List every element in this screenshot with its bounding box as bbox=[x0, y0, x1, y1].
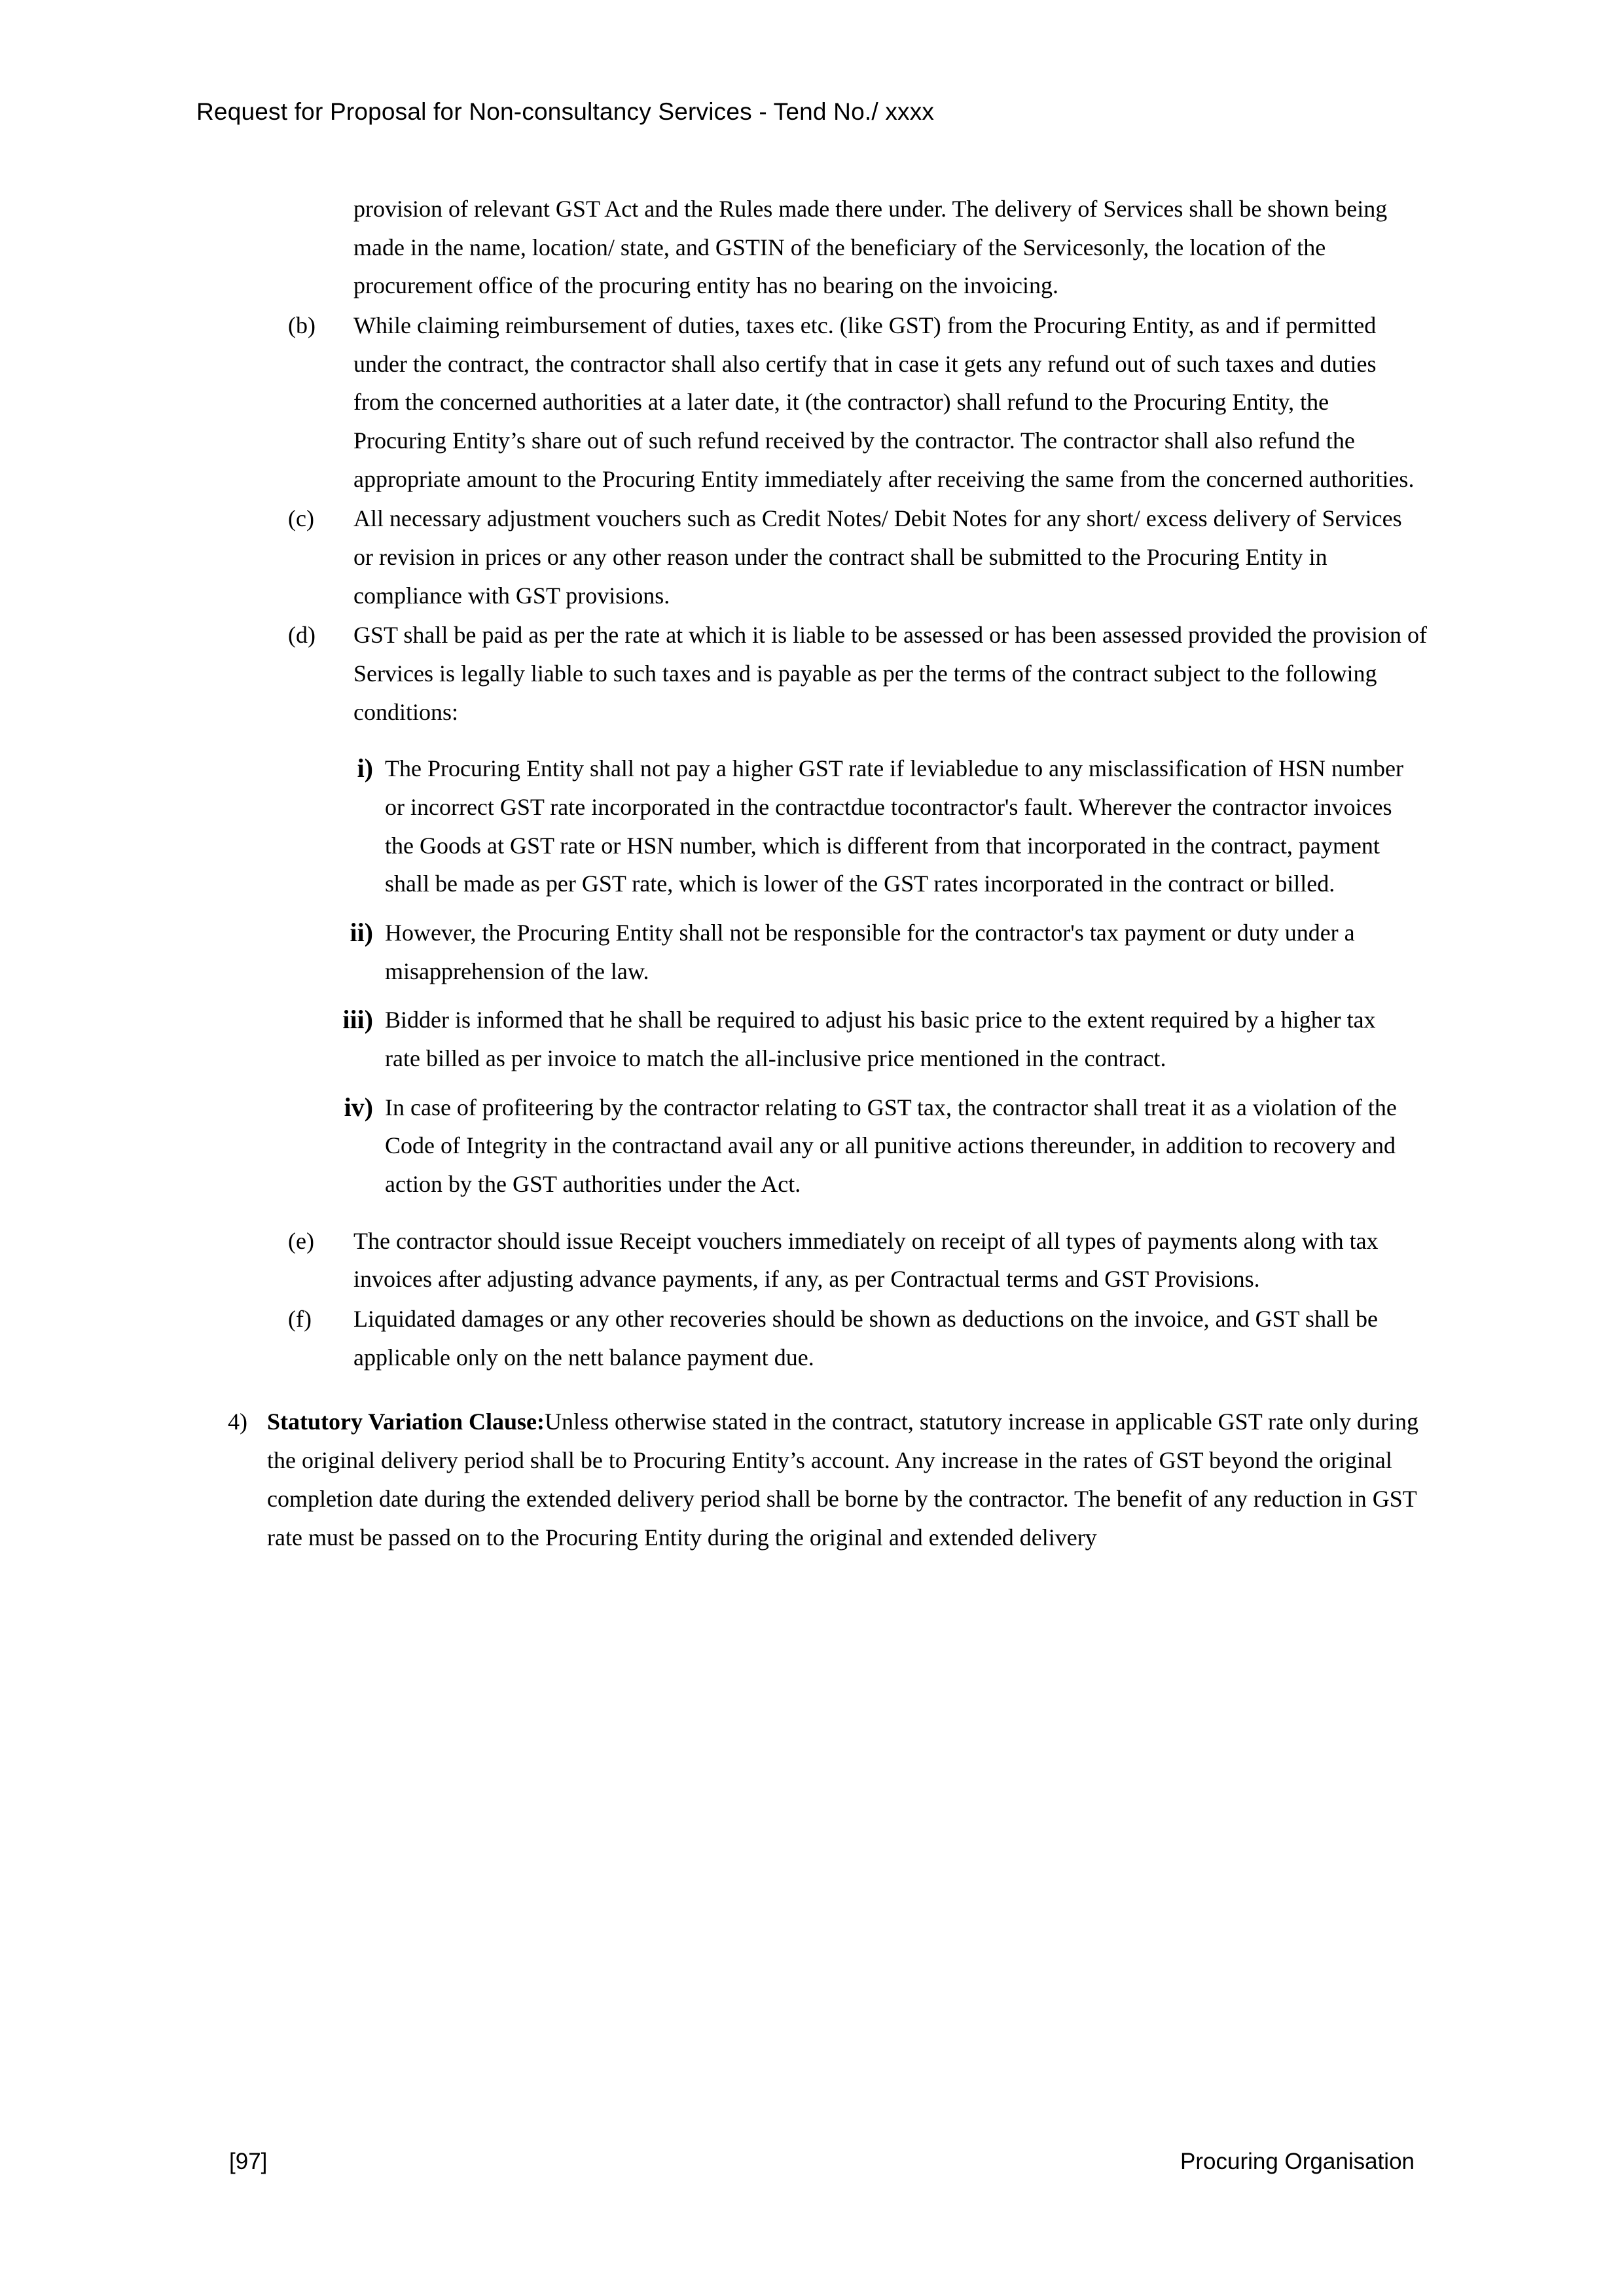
clause-heading: Statutory Variation Clause: bbox=[267, 1408, 545, 1435]
list-item-marker: (b) bbox=[288, 312, 316, 339]
list-item bbox=[196, 1001, 1434, 1077]
list-item-text: However, the Procuring Entity shall not be responsible for the contractor's tax payment or duty under a misapprehension of the law. bbox=[385, 920, 1355, 984]
list-item bbox=[196, 616, 1434, 731]
list-item-marker: i) bbox=[357, 753, 373, 783]
list-item-text: All necessary adjustment vouchers such as Credit Notes/ Debit Notes for any short/ excess delivery of Services or revision in prices or any other reason under the contract shall be submitted to the Procuring Entity in compliance with GST provisions. bbox=[353, 505, 1402, 609]
list-item-text: The contractor should issue Receipt vouchers immediately on receipt of all types of payments along with tax invoices after adjusting advance payments, if any, as per Contractual terms and GST Provisions. bbox=[353, 1227, 1379, 1293]
clause-text: Unless otherwise stated in the contract, statutory increase in applicable GST rate only during the original delivery period shall be to Procuring Entity’s account. Any increase in the rates of GST beyond the original completion date during the extended delivery period shall be borne by the contractor. The benefit of any reduction in GST rate must be passed on to the Procuring Entity during the original and extended delivery bbox=[267, 1408, 1418, 1551]
list-item-text: Liquidated damages or any other recoveries should be shown as deductions on the invoice, and GST shall be applicable only on the nett balance payment due. bbox=[353, 1306, 1378, 1371]
list-item-marker: iii) bbox=[342, 1005, 373, 1035]
numbered-clause-marker: 4) bbox=[228, 1408, 247, 1435]
list-item-marker: (e) bbox=[288, 1227, 314, 1254]
numbered-clause bbox=[196, 1403, 1434, 1556]
list-item bbox=[196, 914, 1434, 990]
page-footer bbox=[196, 2149, 1428, 2175]
list-item bbox=[196, 306, 1434, 498]
list-item-text: In case of profiteering by the contractor relating to GST tax, the contractor shall treat it as a violation of the Code of Integrity in the contractand avail any or all punitive actions thereunder, in addition to recovery and action by the GST authorities under the Act. bbox=[385, 1094, 1397, 1198]
list-item-text: GST shall be paid as per the rate at which it is liable to be assessed or has been assessed provided the provision of Services is legally liable to such taxes and is payable as per the terms of the contract subject to the following conditions: bbox=[353, 622, 1427, 725]
list-item-text: While claiming reimbursement of duties, taxes etc. (like GST) from the Procuring Entity, as and if permitted under the contract, the contractor shall also certify that in case it gets any refund out of such taxes and duties from the concerned authorities at a later date, it (the contractor) shall refund to the Procuring Entity, the Procuring Entity’s share out of such refund received by the contractor. The contractor shall also refund the appropriate amount to the Procuring Entity immediately after receiving the same from the concerned authorities. bbox=[353, 312, 1415, 492]
list-item-marker: ii) bbox=[350, 918, 373, 948]
list-item bbox=[196, 749, 1434, 903]
page-number: [97] bbox=[229, 2149, 268, 2174]
numbered-clause-body bbox=[267, 1403, 1434, 1556]
list-item-marker: iv) bbox=[344, 1092, 373, 1122]
list-item-text: Bidder is informed that he shall be required to adjust his basic price to the extent required by a higher tax rate billed as per invoice to match the all-inclusive price mentioned in the contract. bbox=[385, 1007, 1376, 1072]
intro-paragraph: provision of relevant GST Act and the Rules made there under. The delivery of Services shall be shown being made in the name, location/ state, and GSTIN of the beneficiary of the Servicesonly, the location of the procurement office of the procuring entity has no bearing on the invoicing. bbox=[353, 196, 1388, 299]
list-item bbox=[196, 1300, 1434, 1376]
footer-organisation: Procuring Organisation bbox=[1180, 2149, 1415, 2174]
page-header: Request for Proposal for Non-consultancy Services - Tend No./ xxxx bbox=[196, 98, 935, 125]
list-item-marker: (d) bbox=[288, 622, 316, 649]
list-item-marker: (f) bbox=[288, 1306, 312, 1333]
list-item bbox=[196, 1222, 1434, 1299]
roman-sublist bbox=[196, 749, 1434, 1203]
list-item bbox=[196, 499, 1434, 615]
page-content bbox=[196, 190, 1434, 1556]
list-item-text: The Procuring Entity shall not pay a higher GST rate if leviabledue to any misclassification of HSN number or incorrect GST rate incorporated in the contractdue tocontractor's fault. Wherever the contractor invoices the Goods at GST rate or HSN number, which is different from that incorporated in the contract, payment shall be made as per GST rate, which is lower of the GST rates incorporated in the contract or billed. bbox=[385, 755, 1403, 897]
list-item bbox=[196, 1088, 1434, 1204]
list-item-marker: (c) bbox=[288, 505, 314, 532]
